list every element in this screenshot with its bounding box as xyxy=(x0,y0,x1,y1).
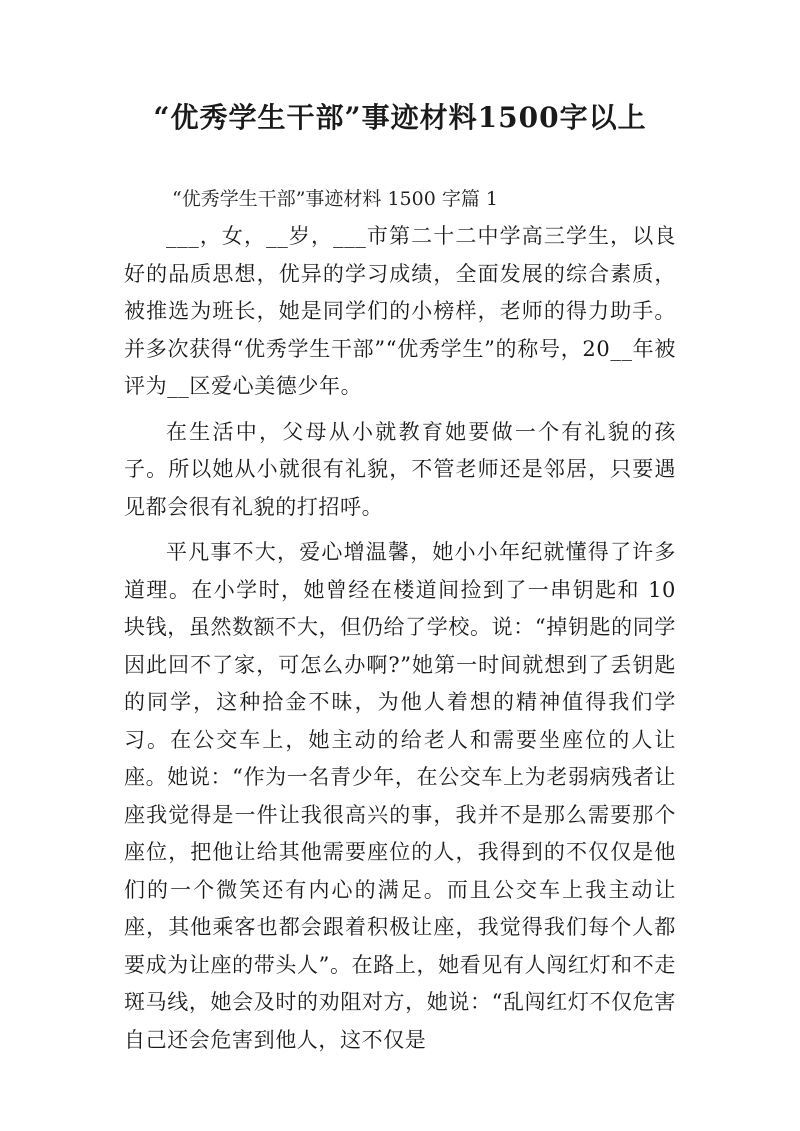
paragraph-2: 在生活中，父母从小就教育她要做一个有礼貌的孩子。所以她从小就很有礼貌，不管老师还是邻居，只要遇见都会很有礼貌的打招呼。 xyxy=(124,419,676,519)
paragraph-1: ___，女，__岁，___市第二十二中学高三学生，以良好的品质思想，优异的学习成绩，全面发展的综合素质，被推选为班长，她是同学们的小榜样，老师的得力助手。并多次获得“优秀学生干部”“优秀学生”的称号，20__年被评为__区爱心美德少年。 xyxy=(124,224,676,398)
section-heading: “优秀学生干部”事迹材料 1500 字篇 1 xyxy=(172,188,498,210)
paragraph-3: 平凡事不大，爱心增温馨，她小小年纪就懂得了许多道理。在小学时，她曾经在楼道间捡到了一串钥匙和 10 块钱，虽然数额不大，但仍给了学校。说：“掉钥匙的同学因此回不了家，可怎么办啊?”她第一时间就想到了丢钥匙的同学，这种拾金不昧，为他人着想的精神值得我们学习。在公交车上，她主动的给老人和需要坐座位的人让座。她说：“作为一名青少年，在公交车上为老弱病残者让座我觉得是一件让我很高兴的事，我并不是那么需要那个座位，把他让给其他需要座位的人，我得到的不仅仅是他们的一个微笑还有内心的满足。而且公交车上我主动让座，其他乘客也都会跟着积极让座，我觉得我们每个人都要成为让座的带头人”。在路上，她看见有人闯红灯和不走斑马线，她会及时的劝阻对方，她说：“乱闯红灯不仅危害自己还会危害到他人，这不仅是 xyxy=(124,540,676,1052)
document-title: “优秀学生干部”事迹材料1500字以上 xyxy=(153,101,647,134)
